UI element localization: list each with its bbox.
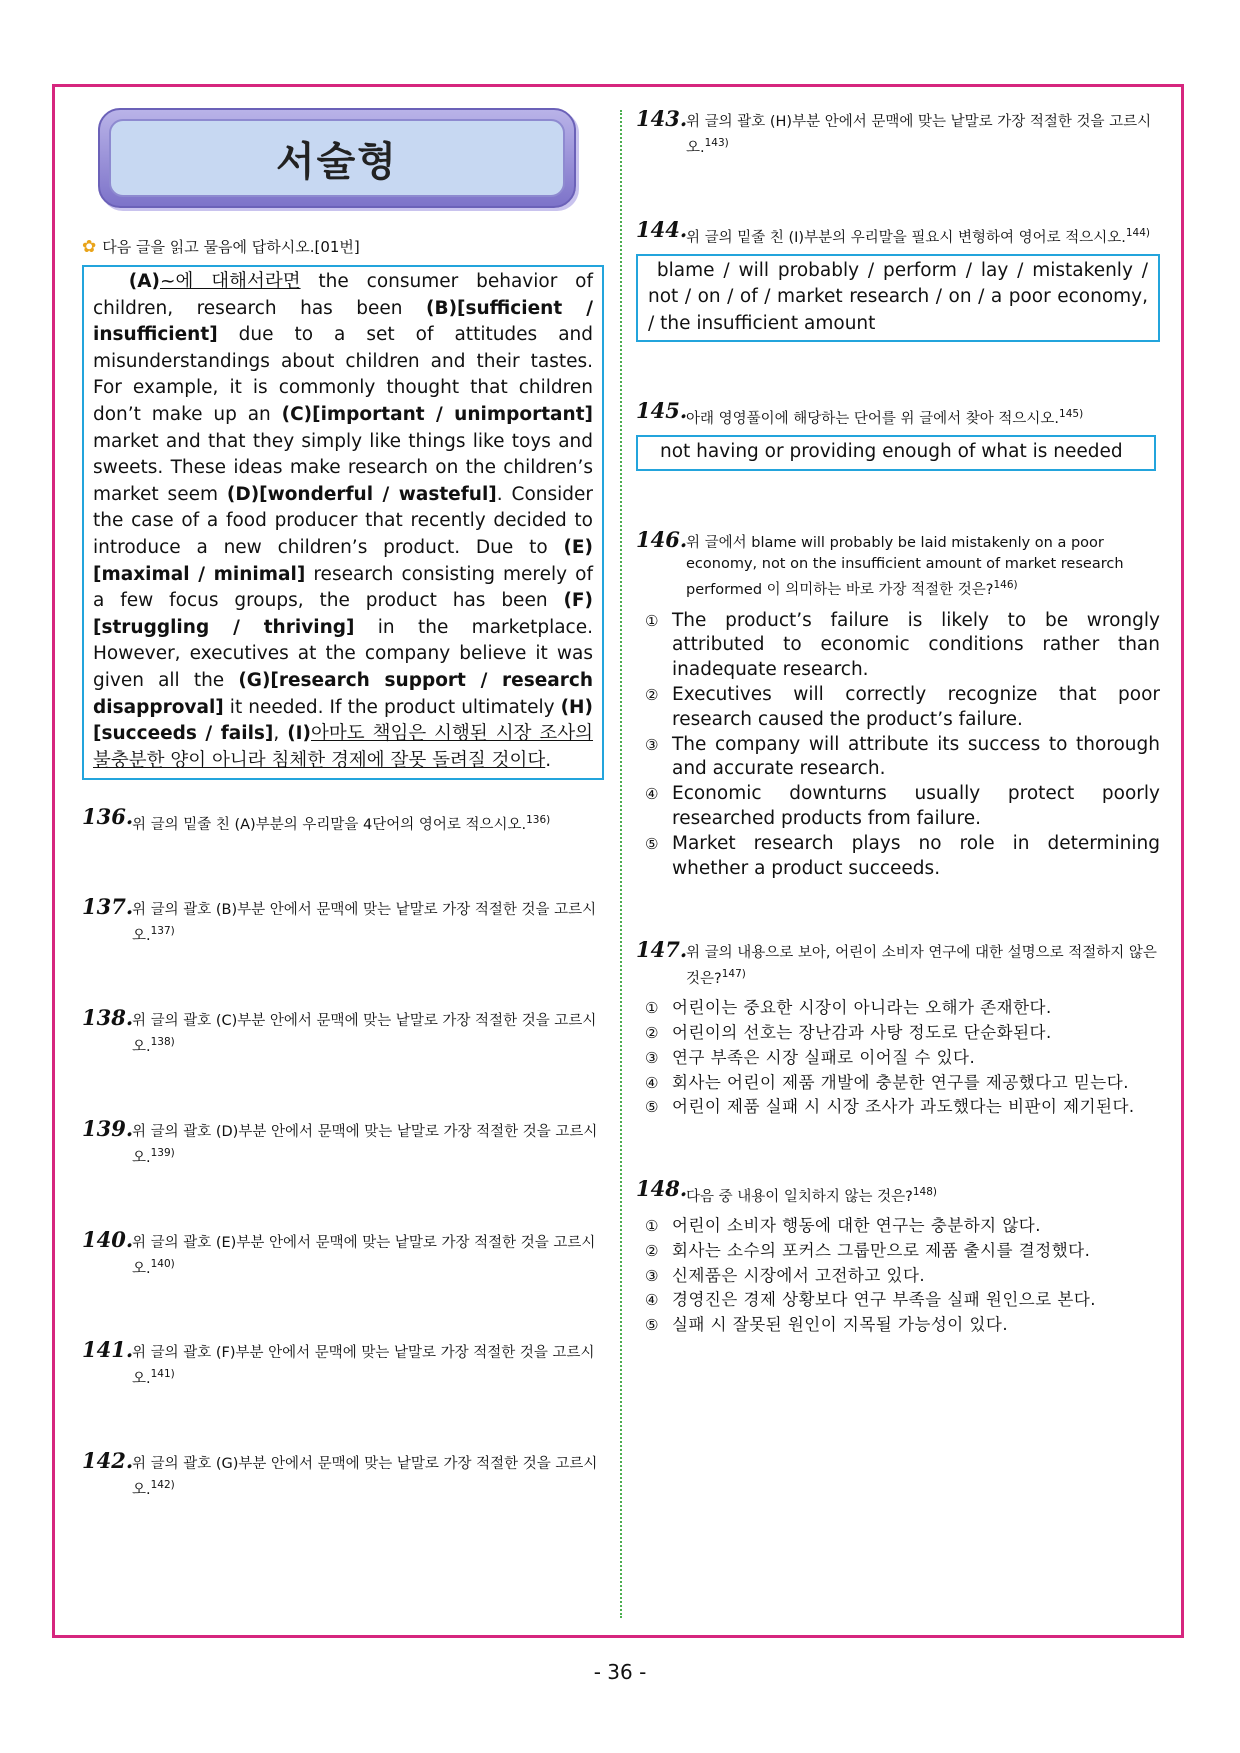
option-148-3[interactable]: ③ 신제품은 시장에서 고전하고 있다. <box>645 1265 926 1285</box>
option-146-4[interactable]: ④ Economic downturns usually protect poorly researched products from failure. <box>645 783 1160 830</box>
question-148: 148. 다음 중 내용이 일치하지 않는 것은?$^{148)}$ <box>636 1176 937 1206</box>
option-148-2[interactable]: ② 회사는 소수의 포커스 그룹만으로 제품 출시를 결정했다. <box>645 1240 1091 1260</box>
choice-g: (G)[research support / research disapproval] <box>93 669 594 718</box>
choice-c: (C)[important / unimportant] <box>281 403 593 425</box>
option-147-1[interactable]: ① 어린이는 중요한 시장이 아니라는 오해가 존재한다. <box>645 998 1052 1018</box>
blank-i: (I) <box>287 723 312 745</box>
question-138: 138. 위 글의 괄호 (C)부분 안에서 문맥에 맞는 낱말로 가장 적절한 것을 고르시오.$^{138)}$ <box>82 1004 597 1055</box>
passage-box: (A)~에 대해서라면 the consumer behavior of children, research has been (B)[sufficient / insufficient] due to a set of attitudes and misunderstandings about children and their tastes. For example, it is commonly thought that children don’t make up an (C)[important / unimportant] market and that they simply like things like toys and sweets. These ideas make research on the children’s market seem (D)[wonderful / wasteful]. Consider the case of a food producer that recently decided to introduce a new children’s product. Due to (E)[maximal / minimal] research consisting merely of a few focus groups, the product has been (F)[struggling / thriving] in the marketplace. However, executives at the company believe it was given all the (G)[research support / research disapproval] it needed. If the product ultimately (H)[succeeds / fails], (I)아마도 책임은 시행된 시장 조사의 불충분한 양이 아니라 침체한 경제에 잘못 돌려질 것이다. <box>82 265 604 780</box>
question-140: 140. 위 글의 괄호 (E)부분 안에서 문맥에 맞는 낱말로 가장 적절한 것을 고르시오.$^{140)}$ <box>82 1226 596 1277</box>
option-147-5[interactable]: ⑤ 어린이 제품 실패 시 시장 조사가 과도했다는 비판이 제기된다. <box>645 1097 1135 1117</box>
options-146 <box>636 609 1160 882</box>
question-142: 142. 위 글의 괄호 (G)부분 안에서 문맥에 맞는 낱말로 가장 적절한 것을 고르시오.$^{142)}$ <box>82 1448 598 1499</box>
instruction-text: 다음 글을 읽고 물음에 답하시오.[01번] <box>102 238 360 256</box>
options-148 <box>636 1214 1160 1338</box>
section-title-banner <box>98 108 576 208</box>
underline-i: 아마도 책임은 시행된 시장 조사의 불충분한 양이 아니라 침체한 경제에 잘못 돌려질 것이다 <box>93 723 594 771</box>
flower-icon: ✿ <box>82 236 97 257</box>
question-143: 143. 위 글의 괄호 (H)부분 안에서 문맥에 맞는 낱말로 가장 적절한 것을 고르시오.$^{143)}$ <box>636 106 1152 156</box>
options-147 <box>636 996 1160 1120</box>
page-number: - 36 - <box>593 1660 647 1684</box>
instruction <box>82 236 604 257</box>
question-145: 145. 아래 영영풀이에 해당하는 단어를 위 글에서 찾아 적으시오.$^{145)}$ <box>636 398 1084 428</box>
option-148-1[interactable]: ① 어린이 소비자 행동에 대한 연구는 충분하지 않다. <box>645 1216 1041 1236</box>
question-146: 146. 위 글에서 blame will probably be laid mistakenly on a poor economy, not on the insufficient amount of market research performed 이 의미하는 바로 가장 적절한 것은?$^{146)}$ <box>636 526 1124 598</box>
choice-f: (F)[struggling / thriving] <box>93 590 593 638</box>
option-146-1[interactable]: ① The product’s failure is likely to be wrongly attributed to economic conditions rather than inadequate research. <box>645 609 1160 681</box>
question-147: 147. 위 글의 내용으로 보아, 어린이 소비자 연구에 대한 설명으로 적절하지 않은 것은?$^{147)}$ <box>636 937 1157 988</box>
question-144: 144. 위 글의 밑줄 친 (I)부분의 우리말을 필요시 변형하여 영어로 적으시오.$^{144)}$ <box>636 216 1151 246</box>
section-title: 서술형 <box>276 138 398 185</box>
option-147-3[interactable]: ③ 연구 부족은 시장 실패로 이어질 수 있다. <box>645 1047 976 1067</box>
question-141: 141. 위 글의 괄호 (F)부분 안에서 문맥에 맞는 낱말로 가장 적절한 것을 고르시오.$^{141)}$ <box>82 1337 595 1388</box>
choice-d: (D)[wonderful / wasteful] <box>226 483 497 505</box>
definition-box-145: not having or providing enough of what is needed <box>636 435 1156 471</box>
choice-e: (E)[maximal / minimal] <box>93 536 593 585</box>
choice-b: (B)[sufficient / insufficient] <box>93 297 593 346</box>
left-column <box>82 108 604 1501</box>
word-bank-144: blame / will probably / perform / lay / mistakenly / not / on / of / market research / on / a poor economy, / the insufficient amount <box>636 254 1160 343</box>
question-136: 136. 위 글의 밑줄 친 (A)부분의 우리말을 4단어의 영어로 적으시오.$^{136)}$ <box>82 804 551 834</box>
underline-a: ~에 대해서라면 <box>159 271 301 292</box>
option-146-3[interactable]: ③ The company will attribute its success to thorough and accurate research. <box>645 733 1160 780</box>
option-146-5[interactable]: ⑤ Market research plays no role in determining whether a product succeeds. <box>645 832 1160 879</box>
blank-a: (A) <box>128 271 160 292</box>
option-147-2[interactable]: ② 어린이의 선호는 장난감과 사탕 정도로 단순화된다. <box>645 1023 1052 1043</box>
option-147-4[interactable]: ④ 회사는 어린이 제품 개발에 충분한 연구를 제공했다고 믿는다. <box>645 1072 1129 1092</box>
option-148-5[interactable]: ⑤ 실패 시 잘못된 원인이 지목될 가능성이 있다. <box>645 1315 1009 1335</box>
right-column <box>636 106 1160 1338</box>
choice-h: (H)[succeeds / fails] <box>93 696 593 745</box>
question-137: 137. 위 글의 괄호 (B)부분 안에서 문맥에 맞는 낱말로 가장 적절한 것을 고르시오.$^{137)}$ <box>82 894 597 944</box>
column-divider <box>620 110 622 1618</box>
option-148-4[interactable]: ④ 경영진은 경제 상황보다 연구 부족을 실패 원인으로 본다. <box>645 1290 1097 1310</box>
option-146-2[interactable]: ② Executives will correctly recognize that poor research caused the product’s failure. <box>645 684 1160 730</box>
question-139: 139. 위 글의 괄호 (D)부분 안에서 문맥에 맞는 낱말로 가장 적절한 것을 고르시오.$^{139)}$ <box>82 1115 598 1166</box>
